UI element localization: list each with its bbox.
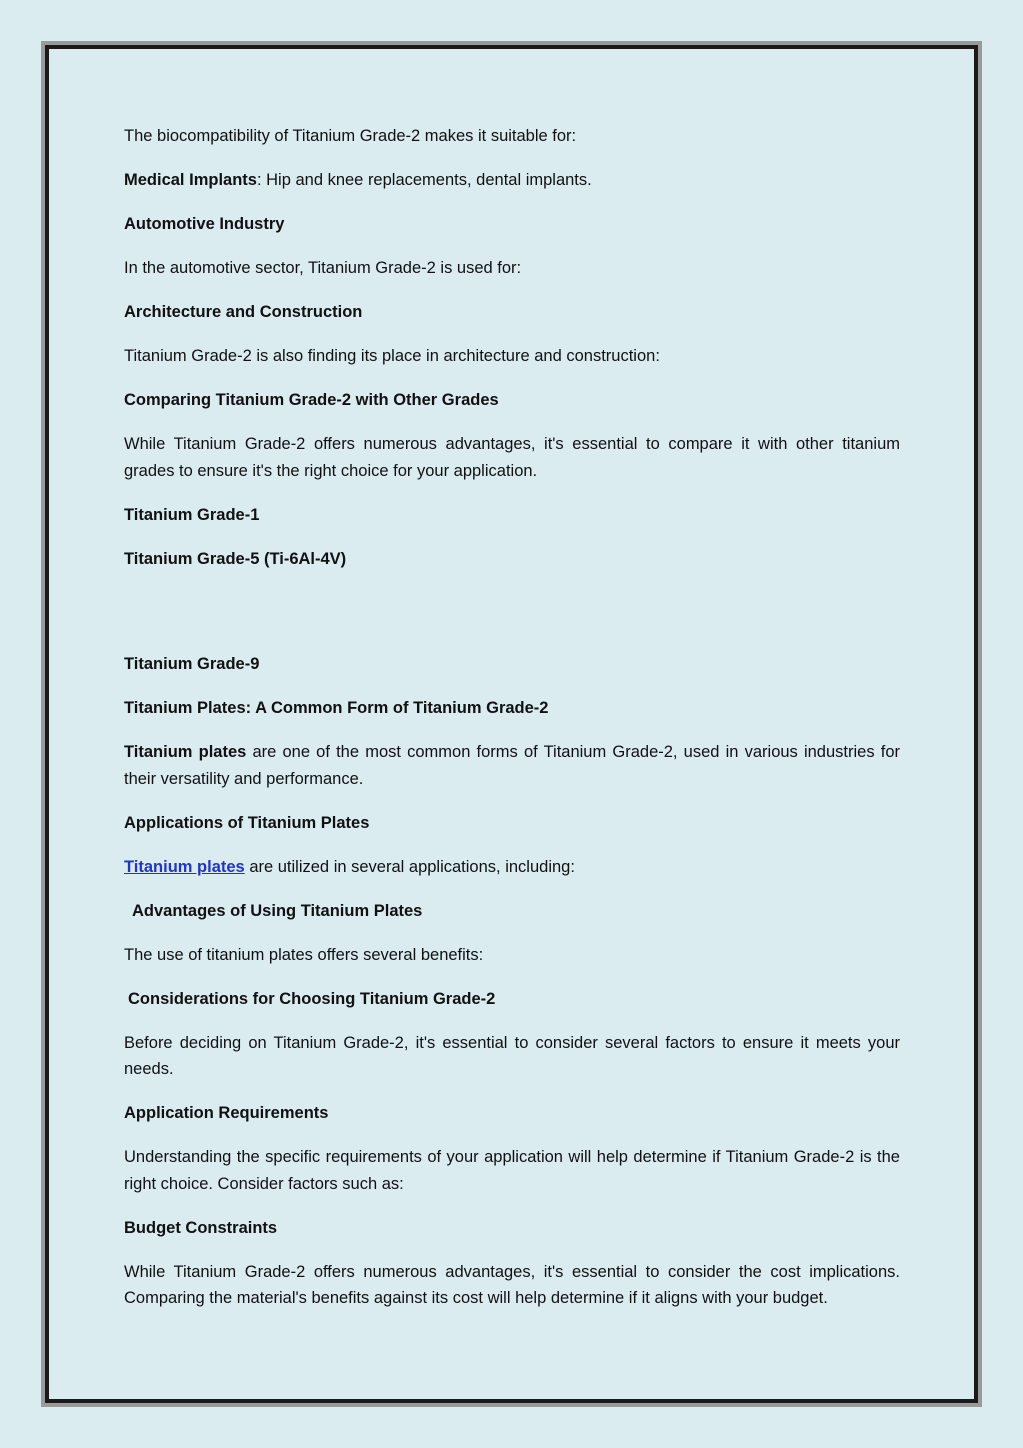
applications-paragraph [124, 854, 900, 881]
titanium-plates-link[interactable]: Titanium plates [124, 857, 245, 876]
heading-applications-text: Applications of Titanium Plates [124, 813, 370, 832]
heading-grade-1-text: Titanium Grade-1 [124, 505, 260, 524]
heading-grade-5-text: Titanium Grade-5 (Ti-6Al-4V) [124, 549, 347, 568]
requirements-paragraph: Understanding the specific requirements of your application will help determine if Titanium Grade-2 is the right choice. Consider factors such as: [124, 1148, 900, 1193]
architecture-paragraph: Titanium Grade-2 is also finding its place in architecture and construction: [124, 347, 660, 365]
intro-paragraph: The biocompatibility of Titanium Grade-2 makes it suitable for: [124, 127, 577, 145]
heading-applications [124, 810, 900, 837]
medical-implants-text: : Hip and knee replacements, dental implants. [256, 171, 592, 189]
considerations-paragraph: Before deciding on Titanium Grade-2, it's essential to consider several factors to ensure it meets your needs. [124, 1033, 900, 1078]
heading-advantages-text: Advantages of Using Titanium Plates [132, 901, 423, 920]
heading-automotive-text: Automotive Industry [124, 215, 285, 233]
medical-implants-label: Medical Implants [124, 171, 257, 189]
comparing-paragraph: While Titanium Grade-2 offers numerous advantages, it's essential to compare it with other titanium grades to ensure it's the right choice for your application. [124, 435, 900, 480]
heading-architecture [124, 299, 900, 326]
budget-paragraph: While Titanium Grade-2 offers numerous advantages, it's essential to consider the cost implications. Comparing the material's benefits against its cost will help determine if it aligns with your budget. [124, 1262, 900, 1307]
applications-text: are utilized in several applications, including: [244, 857, 575, 876]
blank-spacer [124, 590, 900, 634]
medical-implants-paragraph [124, 167, 900, 194]
heading-considerations-text: Considerations for Choosing Titanium Grade-2 [128, 989, 496, 1008]
heading-comparing-text: Comparing Titanium Grade-2 with Other Grades [124, 391, 499, 409]
heading-considerations [124, 986, 900, 1013]
heading-budget-text: Budget Constraints [124, 1218, 278, 1237]
heading-grade-9-text: Titanium Grade-9 [124, 655, 260, 673]
heading-requirements-text: Application Requirements [124, 1104, 329, 1122]
heading-comparing [124, 387, 900, 414]
automotive-paragraph: In the automotive sector, Titanium Grade-2 is used for: [124, 259, 522, 277]
heading-plates-text: Titanium Plates: A Common Form of Titanium Grade-2 [124, 699, 549, 717]
heading-budget [124, 1215, 900, 1242]
heading-grade-9 [124, 651, 900, 678]
plates-text: are one of the most common forms of Titanium Grade-2, used in various industries for their versatility and performance. [124, 743, 900, 788]
heading-requirements [124, 1100, 900, 1127]
plates-label: Titanium plates [124, 743, 247, 761]
heading-automotive [124, 211, 900, 238]
heading-architecture-text: Architecture and Construction [124, 303, 363, 321]
plates-paragraph [124, 739, 900, 792]
heading-advantages [124, 898, 900, 925]
advantages-paragraph: The use of titanium plates offers several benefits: [124, 945, 484, 964]
heading-grade-1 [124, 502, 900, 529]
document-body [124, 123, 900, 1329]
heading-plates [124, 695, 900, 722]
heading-grade-5 [124, 546, 900, 573]
